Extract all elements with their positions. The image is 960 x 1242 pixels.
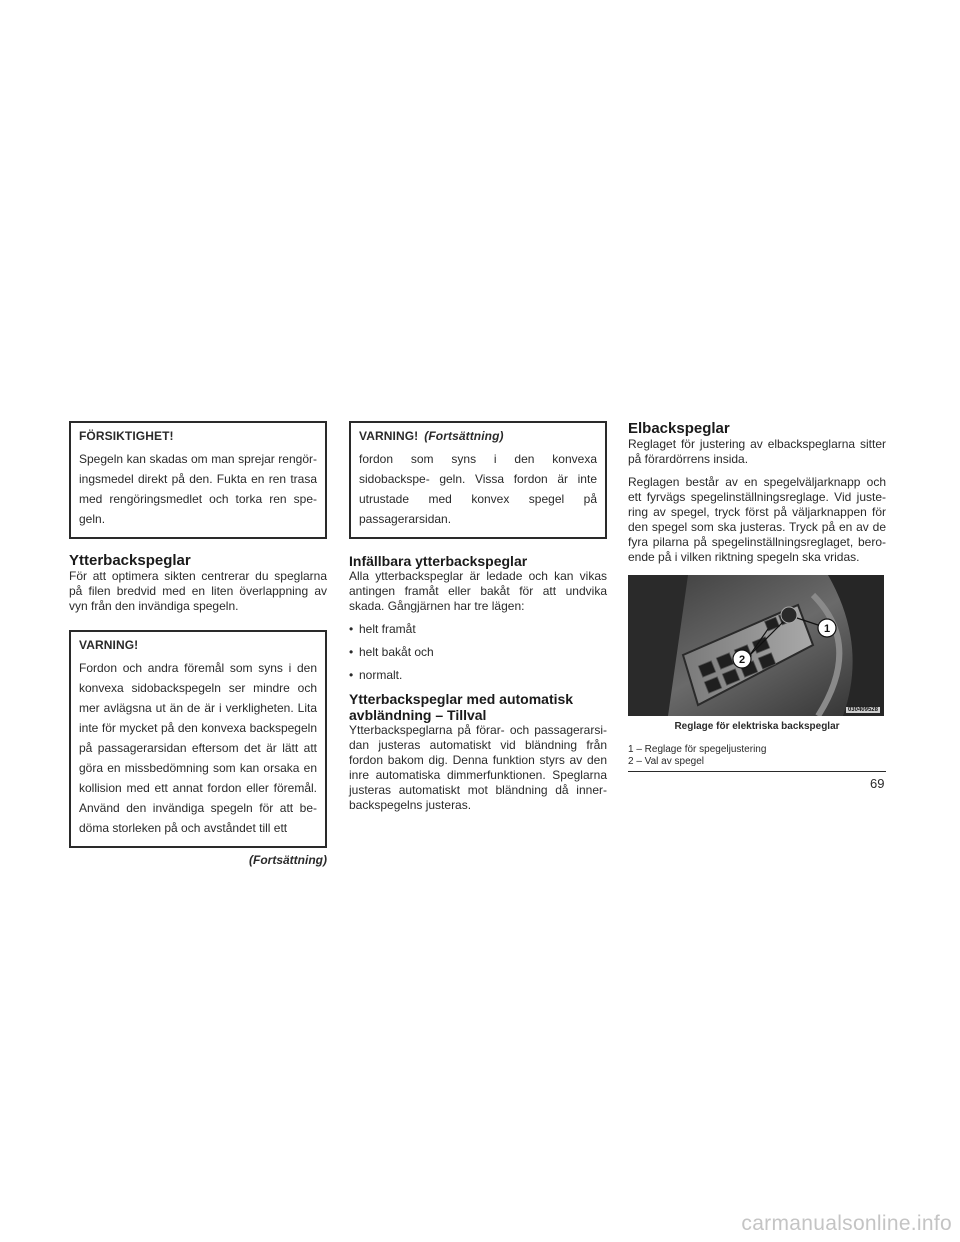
- list-item: [349, 622, 607, 637]
- elbackspeglar-text-1: Reglaget för justering av elbackspeglarna sitter på förardörrens insida.: [628, 437, 886, 466]
- heading-automatisk-avblandning: [349, 691, 607, 723]
- heading-elbackspeglar: Elbackspeglar: [628, 420, 730, 437]
- bullet-icon: •: [349, 668, 354, 682]
- figure-caption: Reglage för elektriska backspeglar: [674, 721, 840, 732]
- heading-ytterbackspeglar: Ytterbackspeglar: [69, 552, 191, 569]
- page-number: 69: [870, 776, 885, 791]
- caution-box: [69, 421, 327, 539]
- watermark: carmanualsonline.info: [741, 1212, 952, 1235]
- automatisk-avblandning-text: Ytterbackspeglarna på förar- och passagerarsi- dan justeras automatiskt vid bländning från fordon bakom dig. Denna funktion styrs av den inre automatiska dimmerfunktionen. Speglarna justeras automatiskt mot bländning då inner- backspegelns justeras.: [349, 723, 607, 812]
- legend-line-2: 2 – Val av spegel: [628, 756, 704, 767]
- middle-column: [349, 421, 607, 821]
- warning-text: Fordon och andra föremål som syns i den konvexa sidobackspegeln ser mindre och mer avlägsna ut än de är i verkligheten. Lita inte för mycket på den konvexa backspegeln på passagerarsidan eftersom det är lätt att göra en missbedömning som kan orsaka en kollision med ett annat fordon eller föremål. Använd den invändiga spegeln för att be- döma storleken på och avståndet till ett: [79, 661, 317, 835]
- list-item: [349, 645, 607, 660]
- legend-divider: [628, 771, 886, 772]
- figure-code: 030409528: [847, 707, 878, 713]
- mirror-control-photo: [628, 575, 884, 716]
- heading-line-1: Ytterbackspeglar med automatisk: [349, 691, 574, 707]
- caution-title: FÖRSIKTIGHET!: [79, 429, 174, 443]
- warning-continued-box: [349, 421, 607, 539]
- list-item-text: helt framåt: [359, 622, 416, 636]
- hinge-positions-list: [349, 622, 607, 683]
- heading-line-2: avbländning – Tillval: [349, 707, 487, 723]
- heading-infallbara: Infällbara ytterbackspeglar: [349, 553, 528, 569]
- bullet-icon: •: [349, 645, 354, 659]
- warning-continued-title-main: VARNING!: [359, 429, 419, 443]
- warning-box: [69, 630, 327, 848]
- door-panel-illustration: [628, 575, 884, 716]
- warning-continued-title: [359, 429, 597, 443]
- callout-2-label: 2: [738, 654, 746, 666]
- callout-1-label: 1: [823, 623, 831, 635]
- bullet-icon: •: [349, 622, 354, 636]
- list-item-text: normalt.: [359, 668, 403, 682]
- right-column: [628, 421, 886, 772]
- list-item-text: helt bakåt och: [359, 645, 434, 659]
- ytterbackspeglar-text: För att optimera sikten centrerar du speglarna på filen bredvid med en liten överlappning av vyn från den invändiga spegeln.: [69, 569, 327, 613]
- warning-title: VARNING!: [79, 638, 139, 652]
- left-column: [69, 421, 327, 867]
- legend-line-1: 1 – Reglage för spegeljustering: [628, 744, 767, 755]
- caution-text: Spegeln kan skadas om man sprejar rengör- ingsmedel direkt på den. Fukta en ren trasa med rengöringsmedlet och torka ren spe- geln.: [79, 452, 317, 526]
- list-item: [349, 668, 607, 683]
- continued-label: (Fortsättning): [249, 853, 327, 867]
- warning-continued-title-suffix: (Fortsättning): [424, 429, 504, 443]
- warning-continued-text: fordon som syns i den konvexa sidobackspe- geln. Vissa fordon är inte utrustade med konvex spegel på passagerarsidan.: [359, 452, 597, 526]
- elbackspeglar-text-2: Reglagen består av en spegelväljarknapp och ett fyrvägs spegelinställningsreglage. Vid juste- ring av spegel, tryck först på väljarknappen för den spegel som ska justeras. Tryck på en av de fyra pilarna på spegelinställningsreglaget, bero- ende på i vilken riktning spegeln ska vridas.: [628, 475, 886, 564]
- infallbara-text: Alla ytterbackspeglar är ledade och kan vikas antingen framåt eller bakåt för att undvika skada. Gångjärnen har tre lägen:: [349, 569, 607, 613]
